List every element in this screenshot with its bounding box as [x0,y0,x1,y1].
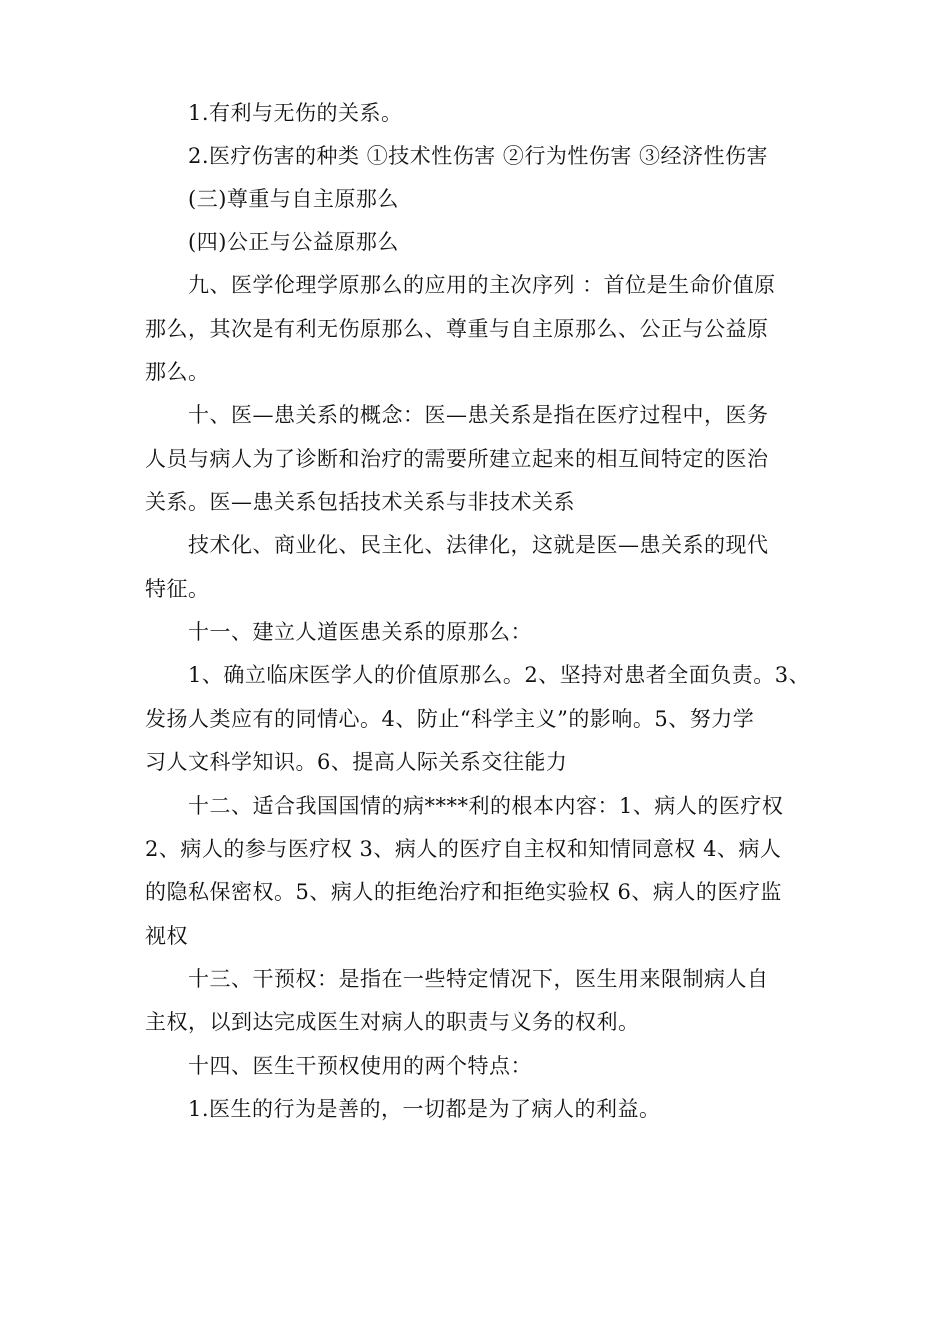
text-line: 1.有利与无伤的关系。 [188,101,403,125]
text-line: 视权 [145,924,188,948]
text-line: 1、确立临床医学人的价值原那么。2、坚持对患者全面负责。3、 [188,663,811,687]
text-line: 十一、建立人道医患关系的原那么： [188,620,532,644]
text-line: 十、医—患关系的概念：医—患关系是指在医疗过程中，医务 [188,403,769,427]
text-line: 十四、医生干预权使用的两个特点： [188,1054,532,1078]
text-line: 2、病人的参与医疗权 3、病人的医疗自主权和知情同意权 4、病人 [145,837,782,861]
text-line: 发扬人类应有的同情心。4、防止“科学主义”的影响。5、努力学 [145,707,755,731]
text-line: 1.医生的行为是善的，一切都是为了病人的利益。 [188,1097,661,1121]
text-line: 2.医疗伤害的种类 ①技术性伤害 ②行为性伤害 ③经济性伤害 [188,144,769,168]
text-line: 人员与病人为了诊断和治疗的需要所建立起来的相互间特定的医治 [145,447,769,471]
text-line: 的隐私保密权。5、病人的拒绝治疗和拒绝实验权 6、病人的医疗监 [145,880,782,904]
text-line: 十三、干预权：是指在一些特定情况下，医生用来限制病人自 [188,967,769,991]
text-line: 习人文科学知识。6、提高人际关系交往能力 [145,750,568,774]
text-line: (四)公正与公益原那么 [188,230,399,254]
text-line: 九、医学伦理学原那么的应用的主次序列 ：首位是生命价值原 [188,273,776,297]
text-line: (三)尊重与自主原那么 [188,187,399,211]
text-line: 那么。 [145,360,210,384]
text-line: 关系。医—患关系包括技术关系与非技术关系 [145,490,575,514]
text-line: 十二、适合我国国情的病****利的根本内容：1、病人的医疗权 [188,794,784,818]
text-line: 那么，其次是有利无伤原那么、尊重与自主原那么、公正与公益原 [145,317,769,341]
text-line: 主权，以到达完成医生对病人的职责与义务的权利。 [145,1010,640,1034]
text-line: 特征。 [145,577,210,601]
text-line: 技术化、商业化、民主化、法律化，这就是医—患关系的现代 [188,533,769,557]
